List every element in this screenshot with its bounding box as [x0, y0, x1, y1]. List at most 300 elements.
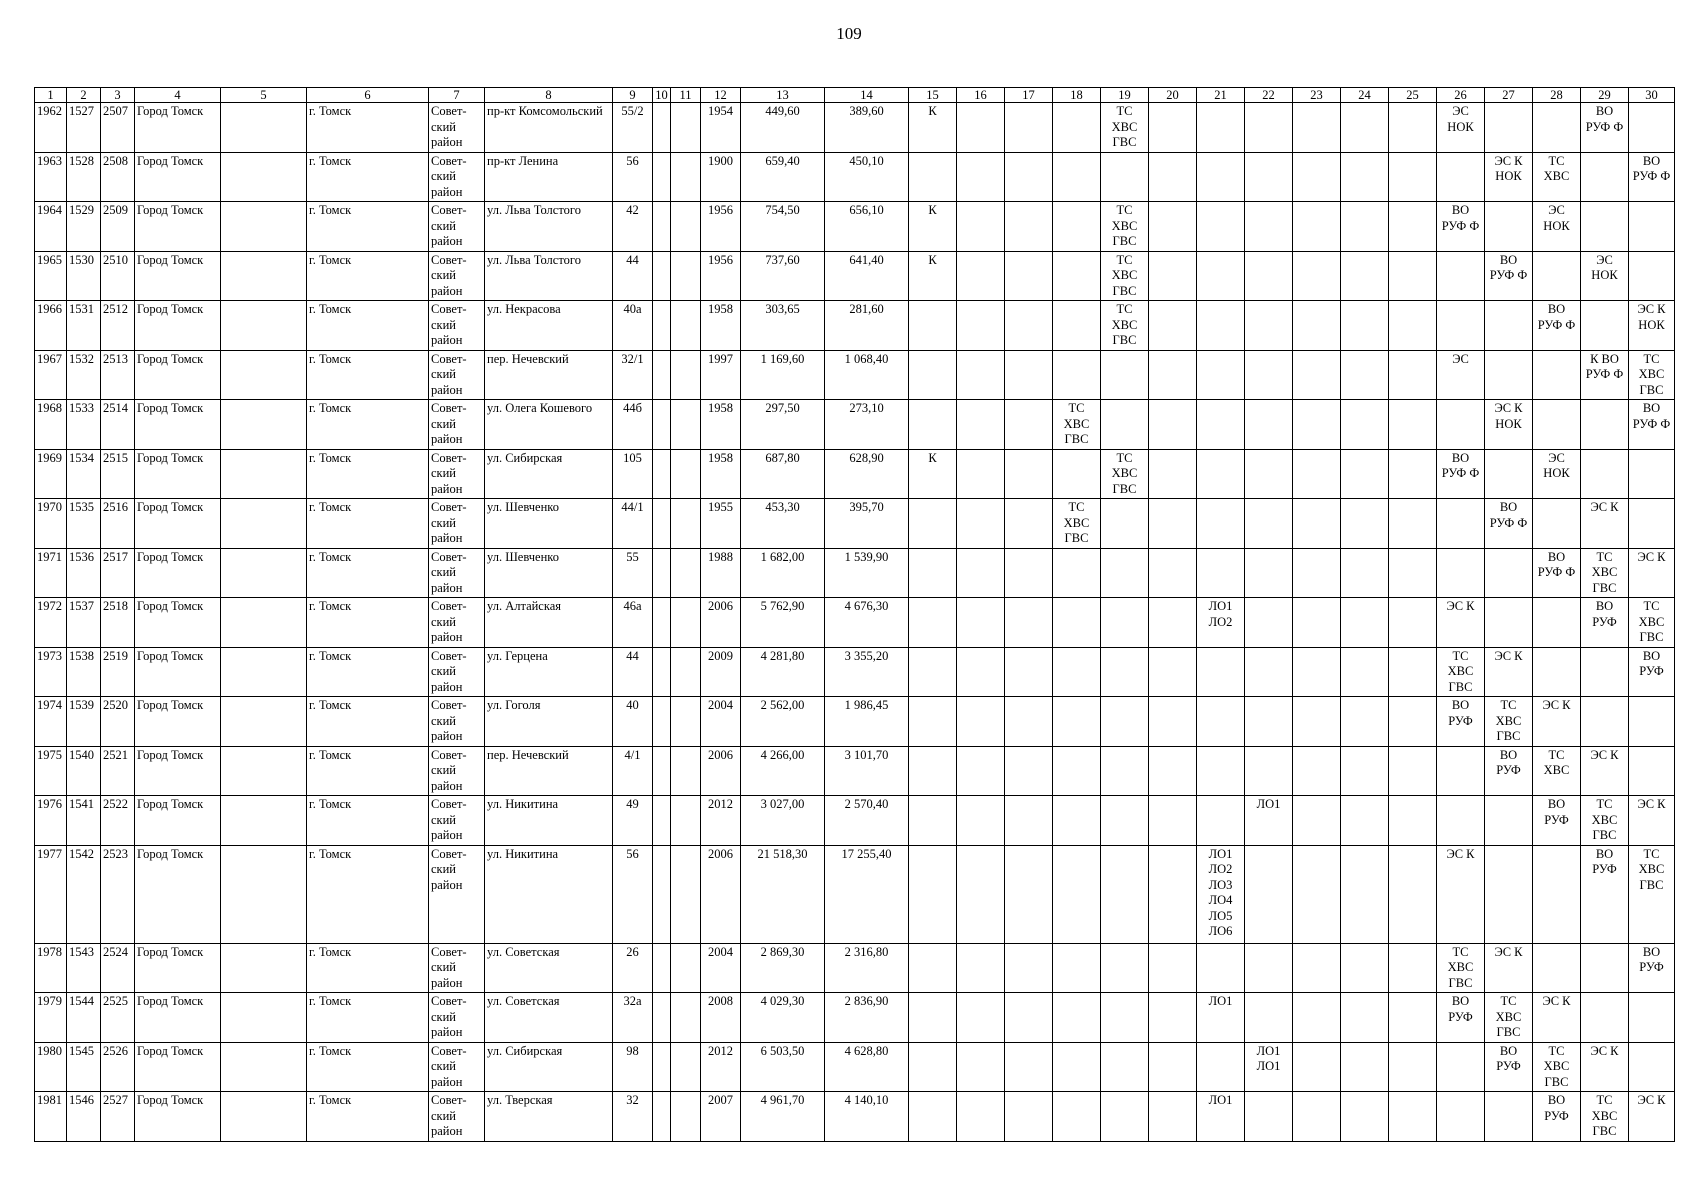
cell-col-26 [1437, 499, 1485, 549]
cell-col-29: ТС ХВС ГВС [1581, 1092, 1629, 1142]
cell-col-6: г. Томск [307, 301, 429, 351]
cell-col-23 [1293, 746, 1341, 796]
cell-col-25 [1389, 202, 1437, 252]
cell-col-4: Город Томск [135, 548, 221, 598]
cell-col-5 [221, 202, 307, 252]
cell-col-30: ТС ХВС ГВС [1629, 598, 1675, 648]
cell-col-4: Город Томск [135, 350, 221, 400]
cell-col-19 [1101, 1092, 1149, 1142]
cell-col-15 [909, 350, 957, 400]
cell-col-7: Совет- ский район [429, 647, 485, 697]
cell-col-8: ул. Льва Толстого [485, 251, 613, 301]
cell-col-30 [1629, 449, 1675, 499]
cell-col-12: 1900 [701, 152, 741, 202]
cell-col-27 [1485, 301, 1533, 351]
cell-col-2: 1527 [67, 103, 101, 153]
cell-col-12: 1956 [701, 202, 741, 252]
cell-col-5 [221, 647, 307, 697]
cell-col-5 [221, 1092, 307, 1142]
cell-col-21 [1197, 943, 1245, 993]
cell-col-2: 1533 [67, 400, 101, 450]
cell-col-7: Совет- ский район [429, 251, 485, 301]
cell-col-5 [221, 845, 307, 943]
cell-col-6: г. Томск [307, 152, 429, 202]
cell-col-11 [671, 598, 701, 648]
cell-col-22 [1245, 1092, 1293, 1142]
cell-col-7: Совет- ский район [429, 400, 485, 450]
cell-col-12: 2007 [701, 1092, 741, 1142]
cell-col-7: Совет- ский район [429, 103, 485, 153]
cell-col-21 [1197, 548, 1245, 598]
cell-col-28 [1533, 845, 1581, 943]
cell-col-1: 1981 [35, 1092, 67, 1142]
cell-col-29: ВО РУФ [1581, 845, 1629, 943]
cell-col-9: 55 [613, 548, 653, 598]
cell-col-9: 105 [613, 449, 653, 499]
cell-col-30: ЭС К [1629, 548, 1675, 598]
cell-col-15 [909, 152, 957, 202]
cell-col-23 [1293, 993, 1341, 1043]
cell-col-21 [1197, 350, 1245, 400]
cell-col-7: Совет- ский район [429, 499, 485, 549]
cell-col-27 [1485, 202, 1533, 252]
cell-col-16 [957, 400, 1005, 450]
cell-col-16 [957, 598, 1005, 648]
cell-col-4: Город Томск [135, 400, 221, 450]
cell-col-4: Город Томск [135, 152, 221, 202]
cell-col-19 [1101, 943, 1149, 993]
cell-col-17 [1005, 845, 1053, 943]
cell-col-11 [671, 400, 701, 450]
cell-col-2: 1538 [67, 647, 101, 697]
cell-col-13: 297,50 [741, 400, 825, 450]
cell-col-23 [1293, 499, 1341, 549]
cell-col-27: ЭС К [1485, 943, 1533, 993]
cell-col-5 [221, 548, 307, 598]
cell-col-5 [221, 1042, 307, 1092]
cell-col-9: 26 [613, 943, 653, 993]
cell-col-4: Город Томск [135, 993, 221, 1043]
cell-col-9: 40 [613, 697, 653, 747]
table-row [35, 251, 1675, 301]
cell-col-23 [1293, 697, 1341, 747]
cell-col-25 [1389, 647, 1437, 697]
cell-col-19 [1101, 1042, 1149, 1092]
cell-col-6: г. Томск [307, 449, 429, 499]
cell-col-18 [1053, 1092, 1101, 1142]
cell-col-25 [1389, 251, 1437, 301]
column-header-12: 12 [701, 88, 741, 103]
cell-col-9: 32а [613, 993, 653, 1043]
cell-col-30: ВО РУФ Ф [1629, 152, 1675, 202]
cell-col-25 [1389, 943, 1437, 993]
cell-col-26 [1437, 796, 1485, 846]
cell-col-29: ЭС К [1581, 746, 1629, 796]
cell-col-24 [1341, 845, 1389, 943]
cell-col-29: ЭС НОК [1581, 251, 1629, 301]
cell-col-1: 1964 [35, 202, 67, 252]
cell-col-28: ВО РУФ Ф [1533, 301, 1581, 351]
cell-col-15 [909, 499, 957, 549]
cell-col-26: ТС ХВС ГВС [1437, 647, 1485, 697]
cell-col-12: 1954 [701, 103, 741, 153]
cell-col-10 [653, 400, 671, 450]
cell-col-28: ТС ХВС [1533, 746, 1581, 796]
cell-col-20 [1149, 943, 1197, 993]
page-number: 109 [836, 24, 862, 43]
cell-col-17 [1005, 796, 1053, 846]
cell-col-22 [1245, 647, 1293, 697]
cell-col-26 [1437, 152, 1485, 202]
cell-col-6: г. Томск [307, 103, 429, 153]
column-header-11: 11 [671, 88, 701, 103]
cell-col-2: 1535 [67, 499, 101, 549]
cell-col-11 [671, 1042, 701, 1092]
cell-col-26 [1437, 251, 1485, 301]
cell-col-1: 1967 [35, 350, 67, 400]
cell-col-14: 1 068,40 [825, 350, 909, 400]
cell-col-18 [1053, 449, 1101, 499]
table-row [35, 152, 1675, 202]
cell-col-15 [909, 697, 957, 747]
cell-col-29: ТС ХВС ГВС [1581, 548, 1629, 598]
cell-col-2: 1542 [67, 845, 101, 943]
cell-col-11 [671, 845, 701, 943]
cell-col-9: 98 [613, 1042, 653, 1092]
cell-col-7: Совет- ский район [429, 796, 485, 846]
cell-col-11 [671, 993, 701, 1043]
cell-col-3: 2524 [101, 943, 135, 993]
table-row [35, 301, 1675, 351]
cell-col-30 [1629, 499, 1675, 549]
cell-col-23 [1293, 251, 1341, 301]
cell-col-30: ЭС К [1629, 796, 1675, 846]
cell-col-30 [1629, 993, 1675, 1043]
cell-col-1: 1977 [35, 845, 67, 943]
cell-col-16 [957, 993, 1005, 1043]
cell-col-24 [1341, 1092, 1389, 1142]
cell-col-8: ул. Никитина [485, 845, 613, 943]
cell-col-8: ул. Шевченко [485, 548, 613, 598]
cell-col-26 [1437, 301, 1485, 351]
cell-col-13: 4 266,00 [741, 746, 825, 796]
cell-col-24 [1341, 598, 1389, 648]
cell-col-20 [1149, 103, 1197, 153]
cell-col-28: ЭС НОК [1533, 202, 1581, 252]
cell-col-1: 1966 [35, 301, 67, 351]
cell-col-30: ВО РУФ Ф [1629, 400, 1675, 450]
cell-col-2: 1531 [67, 301, 101, 351]
cell-col-28 [1533, 598, 1581, 648]
cell-col-23 [1293, 943, 1341, 993]
cell-col-27: ВО РУФ Ф [1485, 251, 1533, 301]
cell-col-11 [671, 103, 701, 153]
cell-col-15 [909, 548, 957, 598]
cell-col-5 [221, 499, 307, 549]
cell-col-17 [1005, 301, 1053, 351]
housing-register-table [34, 87, 1675, 1142]
cell-col-17 [1005, 548, 1053, 598]
cell-col-6: г. Томск [307, 499, 429, 549]
cell-col-10 [653, 449, 671, 499]
cell-col-22 [1245, 746, 1293, 796]
cell-col-15 [909, 746, 957, 796]
cell-col-15 [909, 1092, 957, 1142]
cell-col-12: 2004 [701, 943, 741, 993]
cell-col-21 [1197, 400, 1245, 450]
cell-col-1: 1975 [35, 746, 67, 796]
cell-col-17 [1005, 499, 1053, 549]
cell-col-15 [909, 845, 957, 943]
cell-col-25 [1389, 598, 1437, 648]
cell-col-25 [1389, 697, 1437, 747]
column-header-27: 27 [1485, 88, 1533, 103]
cell-col-28: ЭС К [1533, 697, 1581, 747]
cell-col-23 [1293, 796, 1341, 846]
cell-col-2: 1530 [67, 251, 101, 301]
cell-col-26: ЭС К [1437, 845, 1485, 943]
cell-col-11 [671, 943, 701, 993]
cell-col-26: ВО РУФ Ф [1437, 449, 1485, 499]
cell-col-24 [1341, 449, 1389, 499]
cell-col-10 [653, 943, 671, 993]
cell-col-29 [1581, 697, 1629, 747]
cell-col-1: 1970 [35, 499, 67, 549]
cell-col-8: пер. Нечевский [485, 746, 613, 796]
cell-col-24 [1341, 499, 1389, 549]
cell-col-16 [957, 103, 1005, 153]
cell-col-4: Город Томск [135, 202, 221, 252]
cell-col-17 [1005, 251, 1053, 301]
cell-col-7: Совет- ский район [429, 1092, 485, 1142]
cell-col-14: 1 986,45 [825, 697, 909, 747]
cell-col-21 [1197, 251, 1245, 301]
cell-col-14: 4 676,30 [825, 598, 909, 648]
cell-col-18 [1053, 548, 1101, 598]
cell-col-28: ВО РУФ [1533, 1092, 1581, 1142]
cell-col-23 [1293, 152, 1341, 202]
cell-col-21 [1197, 202, 1245, 252]
cell-col-6: г. Томск [307, 1042, 429, 1092]
cell-col-19 [1101, 548, 1149, 598]
cell-col-3: 2509 [101, 202, 135, 252]
cell-col-24 [1341, 746, 1389, 796]
cell-col-27 [1485, 845, 1533, 943]
cell-col-21 [1197, 103, 1245, 153]
cell-col-1: 1968 [35, 400, 67, 450]
table-row [35, 350, 1675, 400]
cell-col-11 [671, 746, 701, 796]
cell-col-29: ЭС К [1581, 499, 1629, 549]
cell-col-9: 32/1 [613, 350, 653, 400]
cell-col-10 [653, 598, 671, 648]
cell-col-17 [1005, 697, 1053, 747]
cell-col-27 [1485, 548, 1533, 598]
cell-col-30: ТС ХВС ГВС [1629, 845, 1675, 943]
cell-col-20 [1149, 400, 1197, 450]
cell-col-17 [1005, 152, 1053, 202]
cell-col-18 [1053, 796, 1101, 846]
cell-col-17 [1005, 400, 1053, 450]
cell-col-29 [1581, 943, 1629, 993]
column-header-20: 20 [1149, 88, 1197, 103]
cell-col-22 [1245, 449, 1293, 499]
cell-col-8: ул. Некрасова [485, 301, 613, 351]
cell-col-6: г. Томск [307, 251, 429, 301]
cell-col-9: 44 [613, 647, 653, 697]
cell-col-22 [1245, 251, 1293, 301]
cell-col-4: Город Томск [135, 103, 221, 153]
cell-col-25 [1389, 449, 1437, 499]
cell-col-21: ЛО1 [1197, 993, 1245, 1043]
cell-col-7: Совет- ский район [429, 350, 485, 400]
cell-col-24 [1341, 993, 1389, 1043]
cell-col-16 [957, 746, 1005, 796]
cell-col-29 [1581, 202, 1629, 252]
cell-col-22 [1245, 548, 1293, 598]
cell-col-10 [653, 152, 671, 202]
cell-col-20 [1149, 202, 1197, 252]
cell-col-14: 281,60 [825, 301, 909, 351]
cell-col-5 [221, 598, 307, 648]
column-header-16: 16 [957, 88, 1005, 103]
cell-col-1: 1969 [35, 449, 67, 499]
cell-col-12: 2006 [701, 845, 741, 943]
column-header-4: 4 [135, 88, 221, 103]
table-body [35, 103, 1675, 1142]
cell-col-1: 1976 [35, 796, 67, 846]
cell-col-15: К [909, 103, 957, 153]
cell-col-4: Город Томск [135, 499, 221, 549]
cell-col-5 [221, 350, 307, 400]
cell-col-22 [1245, 152, 1293, 202]
cell-col-19 [1101, 746, 1149, 796]
cell-col-11 [671, 449, 701, 499]
column-header-1: 1 [35, 88, 67, 103]
cell-col-14: 2 316,80 [825, 943, 909, 993]
cell-col-25 [1389, 499, 1437, 549]
cell-col-12: 1958 [701, 400, 741, 450]
cell-col-15 [909, 796, 957, 846]
cell-col-28 [1533, 943, 1581, 993]
table-row [35, 746, 1675, 796]
cell-col-11 [671, 251, 701, 301]
column-header-15: 15 [909, 88, 957, 103]
cell-col-25 [1389, 796, 1437, 846]
cell-col-21 [1197, 796, 1245, 846]
cell-col-30 [1629, 1042, 1675, 1092]
cell-col-14: 2 570,40 [825, 796, 909, 846]
cell-col-8: ул. Сибирская [485, 449, 613, 499]
cell-col-11 [671, 499, 701, 549]
cell-col-21 [1197, 499, 1245, 549]
cell-col-15 [909, 943, 957, 993]
cell-col-7: Совет- ский район [429, 449, 485, 499]
cell-col-19 [1101, 697, 1149, 747]
cell-col-20 [1149, 548, 1197, 598]
cell-col-8: ул. Советская [485, 943, 613, 993]
cell-col-12: 2012 [701, 1042, 741, 1092]
cell-col-30: ВО РУФ [1629, 943, 1675, 993]
cell-col-14: 628,90 [825, 449, 909, 499]
cell-col-25 [1389, 548, 1437, 598]
cell-col-8: ул. Олега Кошевого [485, 400, 613, 450]
cell-col-13: 737,60 [741, 251, 825, 301]
cell-col-15: К [909, 251, 957, 301]
cell-col-27: ЭС К НОК [1485, 400, 1533, 450]
cell-col-6: г. Томск [307, 746, 429, 796]
cell-col-4: Город Томск [135, 1042, 221, 1092]
cell-col-26: ЭС К [1437, 598, 1485, 648]
cell-col-1: 1963 [35, 152, 67, 202]
cell-col-4: Город Томск [135, 1092, 221, 1142]
cell-col-10 [653, 796, 671, 846]
cell-col-9: 55/2 [613, 103, 653, 153]
cell-col-29: ВО РУФ Ф [1581, 103, 1629, 153]
cell-col-26 [1437, 746, 1485, 796]
cell-col-8: ул. Тверская [485, 1092, 613, 1142]
cell-col-9: 44 [613, 251, 653, 301]
cell-col-18 [1053, 845, 1101, 943]
cell-col-6: г. Томск [307, 202, 429, 252]
cell-col-28: ТС ХВС ГВС [1533, 1042, 1581, 1092]
cell-col-25 [1389, 1092, 1437, 1142]
cell-col-30 [1629, 202, 1675, 252]
cell-col-16 [957, 1042, 1005, 1092]
cell-col-24 [1341, 647, 1389, 697]
cell-col-11 [671, 647, 701, 697]
cell-col-11 [671, 697, 701, 747]
cell-col-3: 2507 [101, 103, 135, 153]
cell-col-21: ЛО1 [1197, 1092, 1245, 1142]
cell-col-4: Город Томск [135, 301, 221, 351]
cell-col-30: ЭС К [1629, 1092, 1675, 1142]
cell-col-14: 3 101,70 [825, 746, 909, 796]
cell-col-1: 1962 [35, 103, 67, 153]
cell-col-20 [1149, 845, 1197, 943]
cell-col-13: 4 029,30 [741, 993, 825, 1043]
cell-col-27 [1485, 103, 1533, 153]
column-header-26: 26 [1437, 88, 1485, 103]
cell-col-12: 2004 [701, 697, 741, 747]
cell-col-10 [653, 350, 671, 400]
cell-col-15 [909, 301, 957, 351]
cell-col-14: 1 539,90 [825, 548, 909, 598]
cell-col-10 [653, 202, 671, 252]
cell-col-21: ЛО1 ЛО2 [1197, 598, 1245, 648]
column-header-14: 14 [825, 88, 909, 103]
cell-col-10 [653, 845, 671, 943]
cell-col-22 [1245, 499, 1293, 549]
cell-col-19 [1101, 845, 1149, 943]
cell-col-2: 1544 [67, 993, 101, 1043]
cell-col-23 [1293, 845, 1341, 943]
cell-col-29 [1581, 449, 1629, 499]
cell-col-27: ТС ХВС ГВС [1485, 697, 1533, 747]
cell-col-4: Город Томск [135, 251, 221, 301]
cell-col-9: 40а [613, 301, 653, 351]
table-row [35, 1042, 1675, 1092]
table-row [35, 499, 1675, 549]
column-header-5: 5 [221, 88, 307, 103]
cell-col-19: ТС ХВС ГВС [1101, 301, 1149, 351]
cell-col-30 [1629, 251, 1675, 301]
cell-col-23 [1293, 449, 1341, 499]
cell-col-29: ТС ХВС ГВС [1581, 796, 1629, 846]
cell-col-10 [653, 301, 671, 351]
column-header-7: 7 [429, 88, 485, 103]
cell-col-6: г. Томск [307, 845, 429, 943]
